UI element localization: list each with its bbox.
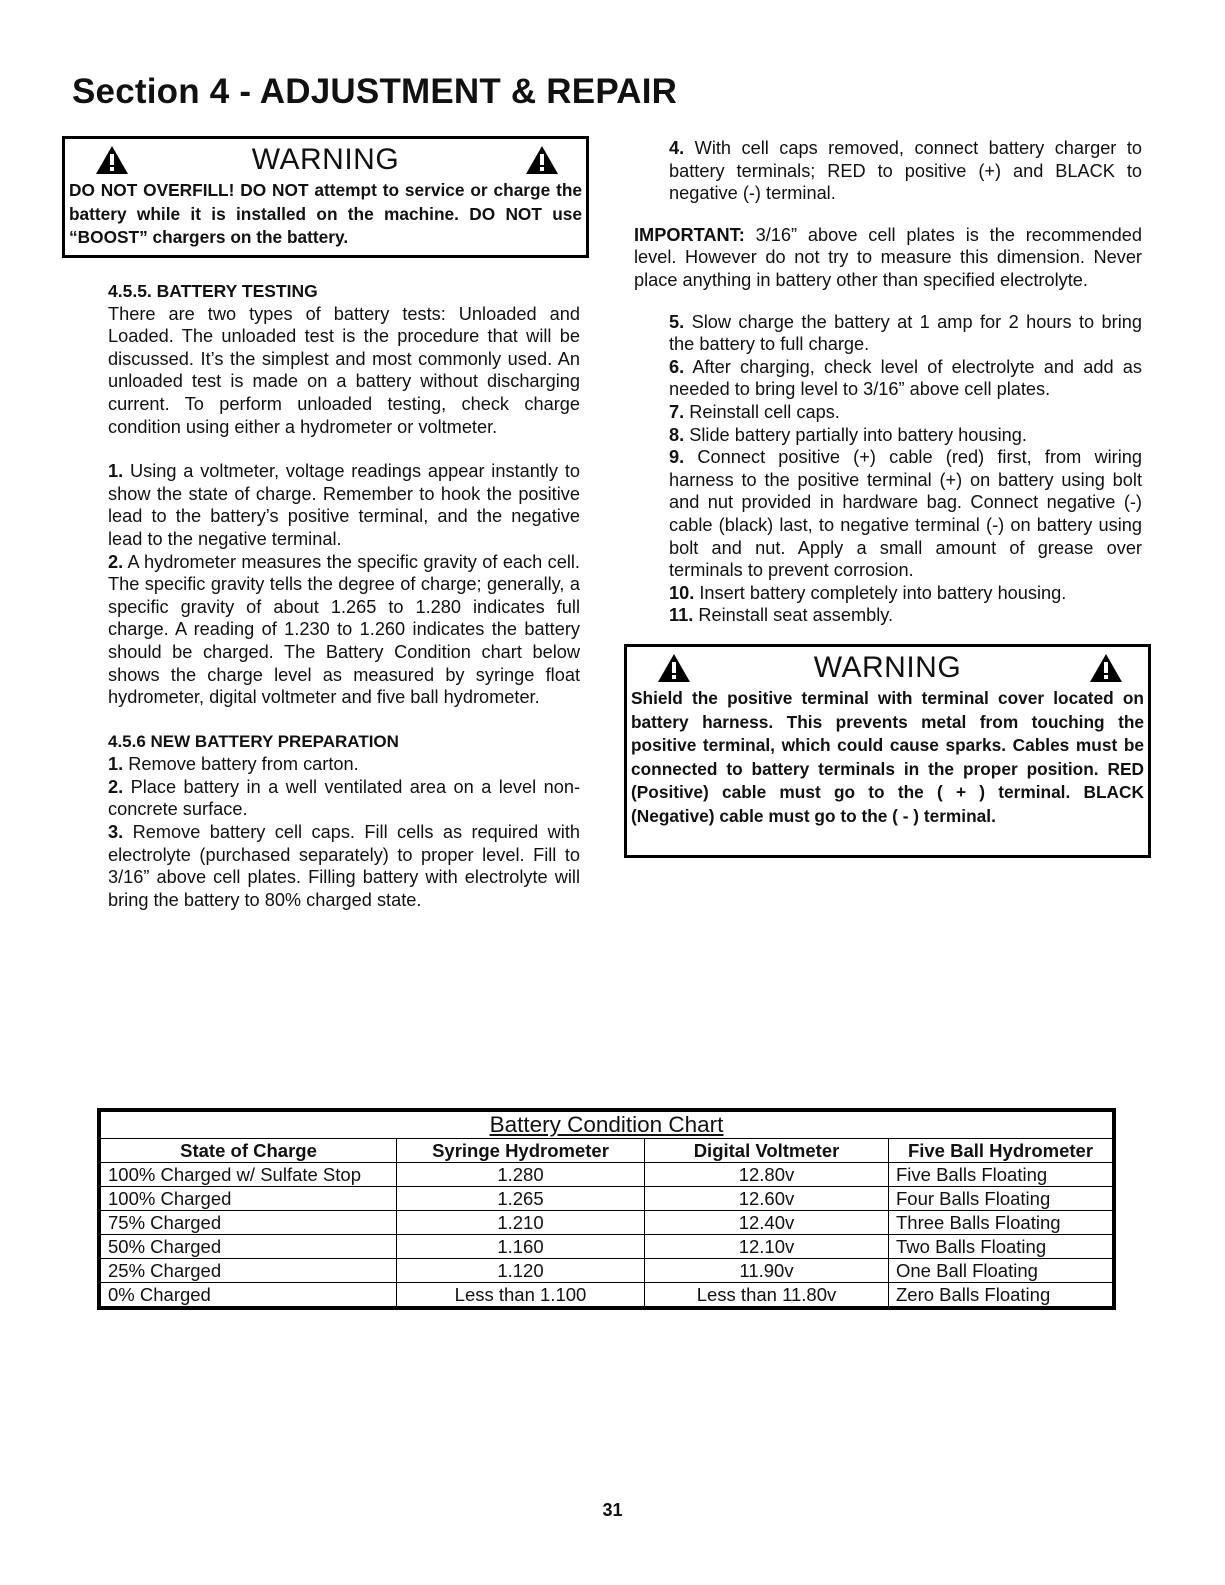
warning-triangle-icon <box>1089 653 1123 683</box>
table-row <box>101 1283 1113 1307</box>
new-battery-heading: 4.5.6 NEW BATTERY PREPARATION <box>108 731 399 751</box>
table-cell: Two Balls Floating <box>889 1235 1113 1259</box>
table-cell: Less than 11.80v <box>645 1283 889 1307</box>
page-number: 31 <box>602 1500 623 1520</box>
list-item: 5. Slow charge the battery at 1 amp for 2 hours to bring the battery to full charge. <box>669 311 1142 355</box>
table-cell: 1.120 <box>397 1259 645 1283</box>
table-cell: Three Balls Floating <box>889 1211 1113 1235</box>
warning-box-overfill <box>62 136 589 258</box>
steps-list <box>634 311 1142 627</box>
table-cell: 0% Charged <box>101 1283 397 1307</box>
table-cell: One Ball Floating <box>889 1259 1113 1283</box>
table-cell: Four Balls Floating <box>889 1187 1113 1211</box>
battery-testing-heading: 4.5.5. BATTERY TESTING <box>108 281 318 301</box>
table-cell: 12.60v <box>645 1187 889 1211</box>
table-cell: 12.10v <box>645 1235 889 1259</box>
table-cell: 11.90v <box>645 1259 889 1283</box>
table-header-row <box>101 1139 1113 1163</box>
right-column <box>634 137 1142 627</box>
warning-box-terminal <box>624 644 1151 858</box>
battery-condition-chart <box>97 1108 1116 1310</box>
table-cell: 100% Charged <box>101 1187 397 1211</box>
list-item: 4. With cell caps removed, connect battery charger to battery terminals; RED to positive (+) and BLACK to negative (-) terminal. <box>669 138 1143 204</box>
list-item: 2. Place battery in a well ventilated area on a level non-concrete surface. <box>108 776 580 820</box>
list-item: 1. Using a voltmeter, voltage readings appear instantly to show the state of charge. Remember to hook the positive lead to the battery’s positive terminal, and the negative lead to the negative terminal. <box>108 461 580 549</box>
table-cell: 12.40v <box>645 1211 889 1235</box>
battery-testing-intro: There are two types of battery tests: Unloaded and Loaded. The unloaded test is the procedure that will be discussed. It’s the simplest and most commonly used. An unloaded test is made on a battery without discharging current. To perform unloaded testing, check charge condition using either a hydrometer or voltmeter. <box>108 303 580 437</box>
column-header: Five Ball Hydrometer <box>889 1139 1113 1163</box>
list-item: 11. Reinstall seat assembly. <box>669 605 894 626</box>
warning-text: DO NOT OVERFILL! DO NOT attempt to service or charge the battery while it is installed on the machine. DO NOT use “BOOST” chargers on the battery. <box>69 180 582 247</box>
table-cell: Five Balls Floating <box>889 1163 1113 1187</box>
warning-text: Shield the positive terminal with terminal cover located on battery harness. This prevents metal from touching the positive terminal, which could cause sparks. Cables must be connected to battery terminals in the proper position. RED (Positive) cable must go to the ( + ) terminal. BLACK (Negative) cable must go to the ( - ) terminal. <box>631 688 1144 826</box>
table-cell: 50% Charged <box>101 1235 397 1259</box>
warning-title: WARNING <box>251 143 400 176</box>
table-row <box>101 1259 1113 1283</box>
table-row <box>101 1163 1113 1187</box>
table-cell: 1.265 <box>397 1187 645 1211</box>
table-row <box>101 1211 1113 1235</box>
column-header: Digital Voltmeter <box>645 1139 889 1163</box>
list-item: 6. After charging, check level of electrolyte and add as needed to bring level to 3/16” above cell plates. <box>669 356 1142 400</box>
chart-table <box>100 1111 1113 1307</box>
important-note: IMPORTANT: 3/16” above cell plates is the recommended level. However do not try to measure this dimension. Never place anything in battery other than specified electrolyte. <box>634 224 1142 290</box>
table-cell: 75% Charged <box>101 1211 397 1235</box>
list-item: 2. A hydrometer measures the specific gravity of each cell. The specific gravity tells the degree of charge; generally, a specific gravity of about 1.265 to 1.280 indicates full charge. A reading of 1.230 to 1.260 indicates the battery should be charged. The Battery Condition chart below shows the charge level as measured by syringe float hydrometer, digital voltmeter and five ball hydrometer. <box>108 551 580 708</box>
table-row <box>101 1235 1113 1259</box>
page-title: Section 4 - ADJUSTMENT & REPAIR <box>72 72 678 111</box>
table-cell: 1.280 <box>397 1163 645 1187</box>
table-cell: 25% Charged <box>101 1259 397 1283</box>
list-item: 3. Remove battery cell caps. Fill cells as required with electrolyte (purchased separately) to proper level. Fill to 3/16” above cell plates. Filling battery with electrolyte will bring the battery to 80% charged state. <box>108 822 580 910</box>
warning-title: WARNING <box>813 651 962 684</box>
list-item: 10. Insert battery completely into battery housing. <box>669 582 1067 603</box>
table-cell: 12.80v <box>645 1163 889 1187</box>
table-cell: 1.160 <box>397 1235 645 1259</box>
column-header: State of Charge <box>101 1139 397 1163</box>
table-cell: 100% Charged w/ Sulfate Stop <box>101 1163 397 1187</box>
table-row <box>101 1187 1113 1211</box>
list-item: 7. Reinstall cell caps. <box>669 401 840 422</box>
list-item: 9. Connect positive (+) cable (red) first, from wiring harness to the positive terminal (+) on battery using bolt and nut provided in hardware bag. Connect negative (-) cable (black) last, to negative terminal (-) on battery using bolt and nut. Apply a small amount of grease over terminals to prevent corrosion. <box>669 447 1142 581</box>
warning-header <box>65 139 586 179</box>
table-cell: 1.210 <box>397 1211 645 1235</box>
list-item: 8. Slide battery partially into battery housing. <box>669 424 1027 445</box>
warning-header <box>627 647 1148 687</box>
table-cell: Zero Balls Floating <box>889 1283 1113 1307</box>
warning-triangle-icon <box>525 145 559 175</box>
table-cell: Less than 1.100 <box>397 1283 645 1307</box>
column-header: Syringe Hydrometer <box>397 1139 645 1163</box>
left-column <box>108 280 580 911</box>
chart-title: Battery Condition Chart <box>101 1112 1113 1139</box>
list-item: 1. Remove battery from carton. <box>108 754 359 775</box>
